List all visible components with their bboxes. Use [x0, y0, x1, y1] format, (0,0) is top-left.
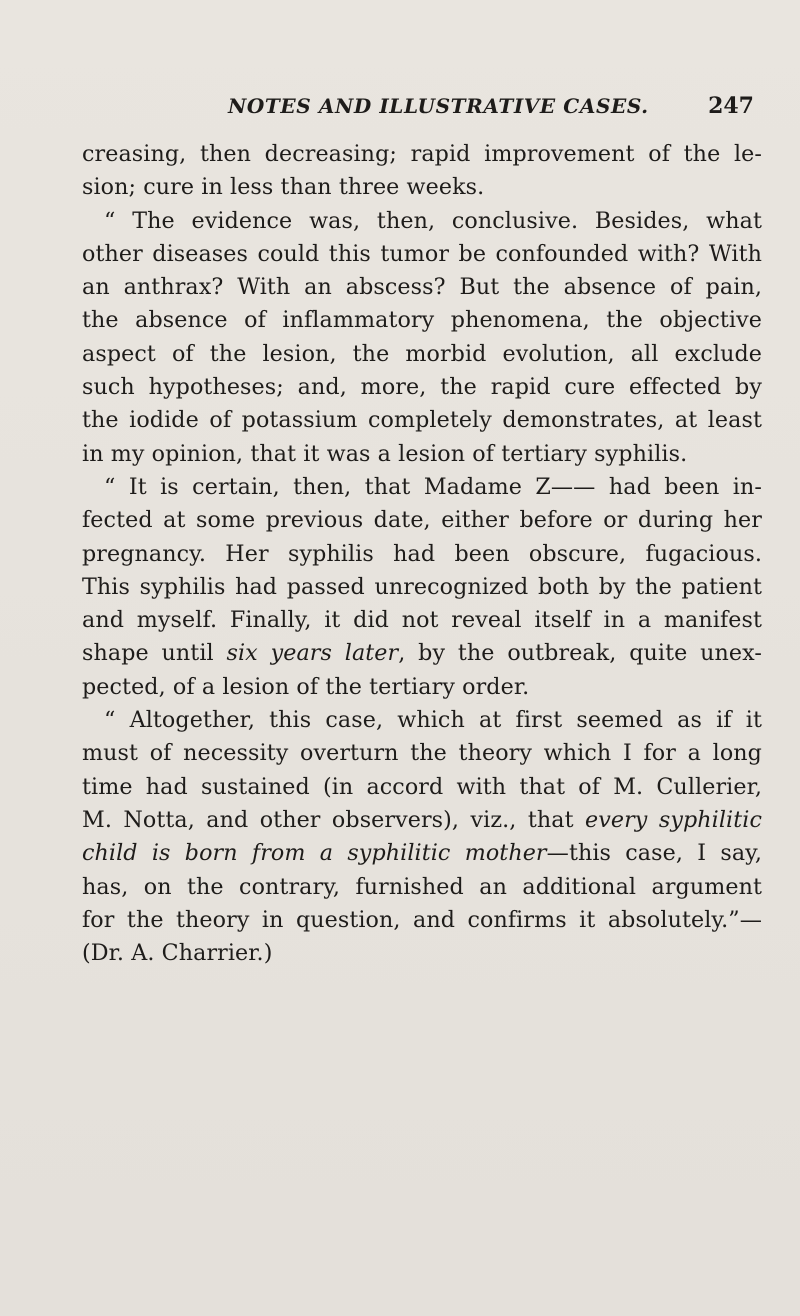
text-line: in my opinion, that it was a lesion of tertiary syphilis. — [82, 440, 688, 467]
italic-run: child is born from a syphilitic mother — [82, 840, 547, 867]
text-line: and myself. Finally, it did not reveal itself in a manifest — [82, 607, 762, 634]
body-text — [82, 138, 762, 970]
italic-run: six years later — [226, 640, 399, 667]
text-line: for the theory in question, and confirms it absolutely.”— — [82, 906, 762, 933]
text-run: shape until — [82, 640, 227, 667]
text-run: , by the outbreak, quite unex- — [398, 640, 762, 667]
text-line-mixed — [82, 637, 762, 670]
text-line: the absence of inflammatory phenomena, the objective — [82, 307, 762, 334]
text-line: (Dr. A. Charrier.) — [82, 940, 273, 967]
text-line: time had sustained (in accord with that of M. Cullerier, — [82, 773, 762, 800]
italic-run: every syphilitic — [585, 806, 762, 833]
text-line: pregnancy. Her syphilis had been obscure, fugacious. — [82, 540, 762, 567]
text-line: the iodide of potassium completely demonstrates, at least — [82, 407, 762, 434]
text-line: aspect of the lesion, the morbid evolution, all exclude — [82, 340, 762, 367]
text-line: such hypotheses; and, more, the rapid cure effected by — [82, 374, 762, 401]
text-line: fected at some previous date, either before or during her — [82, 507, 762, 534]
text-line: must of necessity overturn the theory which I for a long — [82, 740, 762, 767]
text-line: has, on the contrary, furnished an additional argument — [82, 873, 762, 900]
text-line-mixed — [82, 837, 762, 870]
text-line: “ Altogether, this case, which at first seemed as if it — [104, 707, 762, 734]
text-line: an anthrax? With an abscess? But the absence of pain, — [82, 274, 762, 301]
text-line: creasing, then decreasing; rapid improvement of the le- — [82, 141, 762, 167]
running-head — [82, 92, 762, 126]
text-run: —this case, I say, — [546, 840, 763, 867]
text-line: “ It is certain, then, that Madame Z—— had been in- — [104, 473, 762, 500]
text-run: M. Notta, and other observers), viz., that — [82, 806, 585, 833]
text-line: other diseases could this tumor be confounded with? With — [82, 240, 762, 267]
text-line: “ The evidence was, then, conclusive. Besides, what — [104, 207, 762, 234]
text-line: pected, of a lesion of the tertiary order. — [82, 673, 530, 700]
text-line-mixed — [82, 804, 762, 837]
page-number: 247 — [708, 93, 754, 119]
text-line: This syphilis had passed unrecognized both by the patient — [82, 573, 762, 600]
running-title: NOTES AND ILLUSTRATIVE CASES. — [228, 94, 649, 118]
text-line: sion; cure in less than three weeks. — [82, 174, 485, 201]
